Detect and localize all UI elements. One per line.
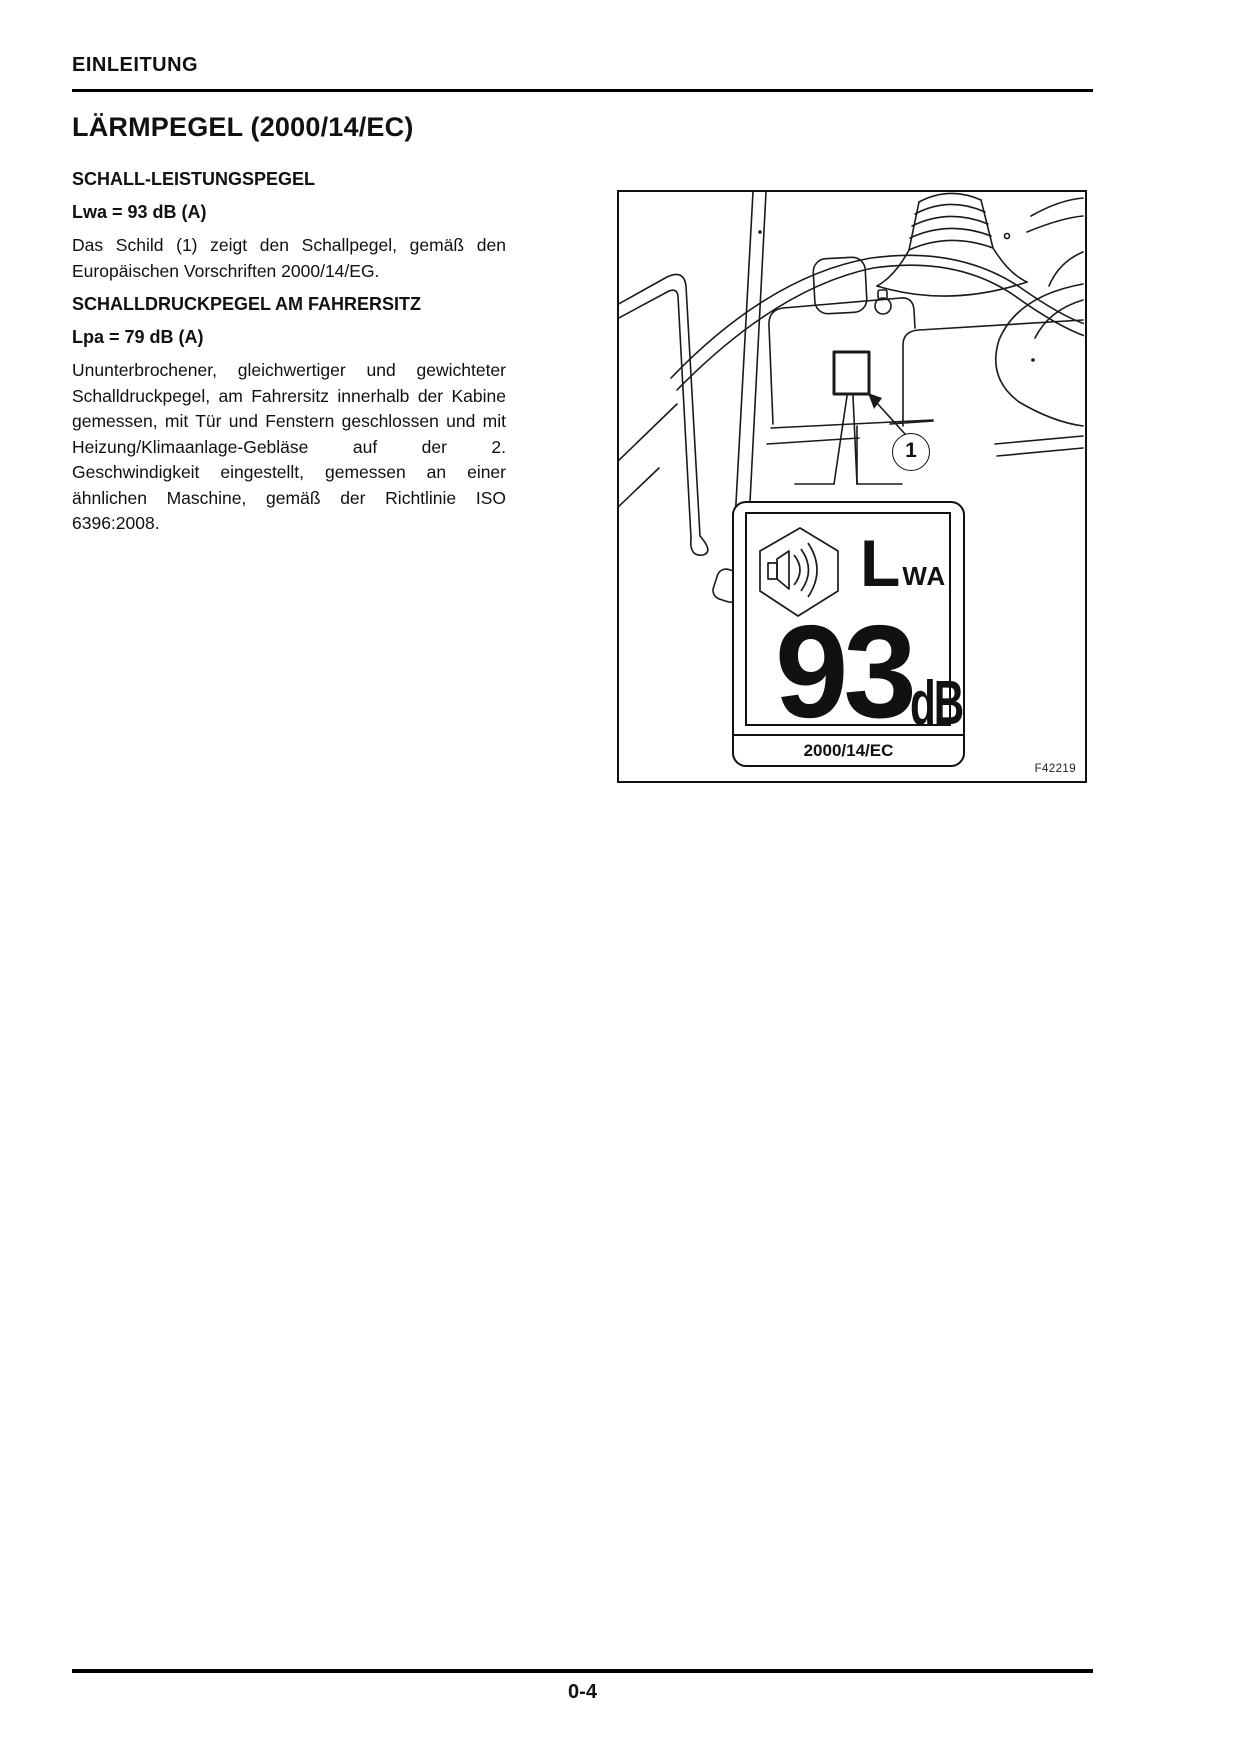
sound-power-value: Lwa = 93 dB (A) xyxy=(72,202,207,222)
decibel-value-row xyxy=(775,598,986,745)
section-sound-power xyxy=(72,168,506,284)
page-number: 0-4 xyxy=(568,1681,597,1703)
lwa-subscript: WA xyxy=(902,561,947,592)
decal-inner-panel xyxy=(745,512,962,745)
lwa-label xyxy=(860,526,947,600)
figure-code: F42219 xyxy=(1034,763,1076,775)
sound-pressure-value: Lpa = 79 dB (A) xyxy=(72,327,204,347)
section-heading: SCHALLDRUCKPEGEL AM FAHRERSITZ xyxy=(72,294,422,314)
decibel-unit: dB xyxy=(909,669,962,738)
directive-label: 2000/14/EC xyxy=(734,734,963,767)
noise-level-decal xyxy=(732,501,965,767)
section-body: Das Schild (1) zeigt den Schallpegel, gemäß den Europäischen Vorschriften 2000/14/EG. xyxy=(72,235,506,281)
section-body: Ununterbrochener, gleichwertiger und gewichteter Schalldruckpegel, am Fahrersitz innerhalb der Kabine gemessen, mit Tür und Fenstern geschlossen und mit Heizung/Klimaanlage-Gebläse auf der 2. Geschwindigkeit eingestellt, gemessen an einer ähnlichen Maschine, gemäß der Richtlinie ISO 6396:2008. xyxy=(72,360,506,533)
figure-noise-decal-location xyxy=(617,190,1087,783)
decibel-value: 93 xyxy=(775,598,912,745)
lwa-letter: L xyxy=(860,526,901,600)
chapter-header: EINLEITUNG xyxy=(72,54,199,76)
section-heading: SCHALL-LEISTUNGSPEGEL xyxy=(72,169,316,189)
section-sound-pressure xyxy=(72,293,506,537)
footer-rule xyxy=(72,1669,1093,1673)
callout-balloon-1: 1 xyxy=(892,433,930,471)
header-rule xyxy=(72,89,1093,92)
page-title: LÄRMPEGEL (2000/14/EC) xyxy=(72,112,414,142)
text-column xyxy=(72,168,506,546)
